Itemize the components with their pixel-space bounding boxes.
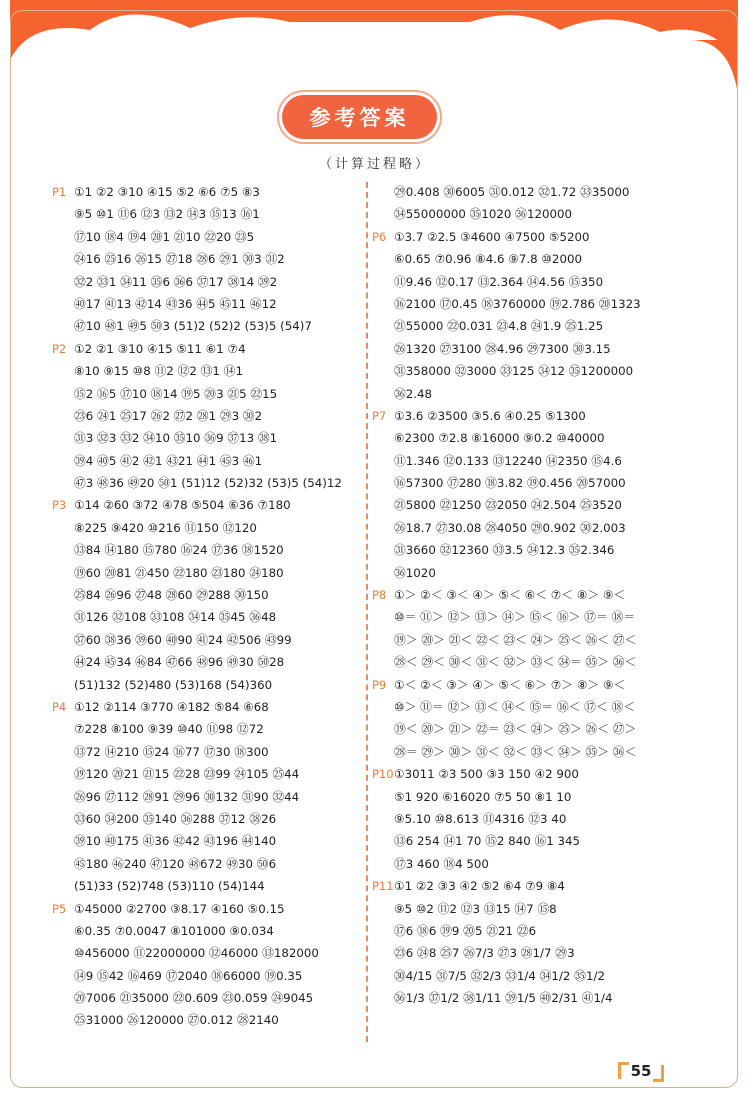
answer-line [52,786,357,808]
answer-line [372,360,682,382]
answer-line [372,271,682,293]
answer-line [372,853,682,875]
page-label: P4 [52,699,67,714]
answer-text: ㉛126 ㉜108 ㉝108 ㉞14 ㉟45 ㊱48 [74,610,277,625]
answer-text: ㉔16 ㉕16 ㉖15 ㉗18 ㉘6 ㉙1 ㉚3 ㉛2 [74,252,285,267]
answer-line [52,539,357,561]
answer-line [372,405,682,427]
answer-text: ㊼10 ㊽1 ㊾5 ㊿3 (51)2 (52)2 (53)5 (54)7 [74,319,312,334]
answer-text: ㊼3 ㊽36 ㊾20 ㊿1 (51)12 (52)32 (53)5 (54)12 [74,476,342,491]
answer-line [372,539,682,561]
answer-text: (51)132 (52)480 (53)168 (54)360 [74,677,273,692]
answer-text: ㉙0.408 ㉚6005 ㉛0.012 ㉜1.72 ㉝35000 [394,185,630,199]
answer-text: (51)33 (52)748 (53)110 (54)144 [74,879,265,894]
answer-text: ①3011 ②3 500 ③3 150 ④2 900 [394,767,579,782]
answer-text: ⑯2100 ⑰0.45 ⑱3760000 ⑲2.786 ⑳1323 [394,296,641,311]
answer-text: ⑥0.65 ⑦0.96 ⑧4.6 ⑨7.8 ⑩2000 [394,252,582,267]
answer-line [372,450,682,472]
answer-line [52,942,357,964]
answer-text: ⑲120 ⑳21 ㉑15 ㉒28 ㉓99 ㉔105 ㉕44 [74,767,300,782]
answer-line [372,427,682,449]
answer-text: ⑪1.346 ⑫0.133 ⑬12240 ⑭2350 ⑮4.6 [394,453,622,468]
answer-text: ⑯57300 ⑰280 ⑱3.82 ⑲0.456 ⑳57000 [394,476,626,491]
answer-text: ①14 ②60 ③72 ④78 ⑤504 ⑥36 ⑦180 [74,498,291,513]
answer-text: ㉖96 ㉗112 ㉘91 ㉙96 ㉚132 ㉛90 ㉜44 [74,789,300,804]
answers-left-column [52,181,357,1032]
answer-line [52,472,357,494]
answer-line [372,674,682,696]
answer-line [372,741,682,763]
answer-text: ①45000 ②2700 ③8.17 ④160 ⑤0.15 [74,901,285,916]
answer-line [52,338,357,360]
answer-line [372,786,682,808]
answer-text: ⑲＞ ⑳＞ ㉑＜ ㉒＜ ㉓＜ ㉔＞ ㉕＜ ㉖＜ ㉗＜ [394,632,637,647]
answer-line [52,651,357,673]
answer-text: ㉚4/15 ㉛7/5 ㉜2/3 ㉝1/4 ㉞1/2 ㉟1/2 [394,968,605,983]
answer-text: ㊺180 ㊻240 ㊼120 ㊽672 ㊾30 ㊿6 [74,856,277,871]
answer-line [372,696,682,718]
answer-line [372,562,682,584]
answer-line [52,562,357,584]
page-title: 参考答案 [282,95,437,139]
answer-text: ㉘＝ ㉙＞ ㉚＞ ㉛＜ ㉜＜ ㉝＜ ㉞＞ ㉟＞ ㊱＜ [394,744,637,759]
answer-text: ①3.6 ②3500 ③5.6 ④0.25 ⑤1300 [394,408,586,423]
answer-text: ㊱2.48 [394,386,433,401]
answer-line [372,898,682,920]
answer-line [52,629,357,651]
answer-text: ⑬84 ⑭180 ⑮780 ⑯24 ⑰36 ⑱1520 [74,543,284,558]
answer-line [372,987,682,1009]
answer-text: ⑬72 ⑭210 ⑮24 ⑯77 ⑰30 ⑱300 [74,744,269,759]
answer-text: ㉖1320 ㉗3100 ㉘4.96 ㉙7300 ㉚3.15 [394,341,611,356]
answer-text: ⑩＞ ⑪＝ ⑫＞ ⑬＜ ⑭＜ ⑮＝ ⑯＜ ⑰＜ ⑱＜ [394,699,636,714]
answer-text: ⑰3 460 ⑱4 500 [394,856,489,871]
answer-text: ⑮2 ⑯5 ⑰10 ⑱14 ⑲5 ⑳3 ㉑5 ㉒15 [74,386,278,401]
page-label: P7 [372,408,387,423]
column-divider [366,182,368,1042]
answer-text: ⑳7006 ㉑35000 ㉒0.609 ㉓0.059 ㉔9045 [74,991,314,1006]
answer-text: ㉑55000 ㉒0.031 ㉓4.8 ㉔1.9 ㉕1.25 [394,319,604,334]
answer-line [372,203,682,225]
answer-text: ⑧10 ⑨15 ⑩8 ⑪2 ⑫2 ⑬1 ⑭1 [74,364,243,379]
answer-line [52,293,357,315]
page-label: P10 [372,767,394,782]
answer-line [52,718,357,740]
answer-text: ㊱1020 [394,565,436,580]
answer-line [52,584,357,606]
answer-line [372,651,682,673]
answer-line [52,987,357,1009]
answer-line [52,383,357,405]
answer-line [52,1009,357,1031]
answer-text: ㉜2 ㉝1 ㉞11 ㉟6 ㊱6 ㊲17 ㊳14 ㊴2 [74,274,278,289]
page-label: P3 [52,498,67,513]
answer-text: ㉛3 ㉜3 ㉝2 ㉞10 ㉟10 ㊱9 ㊲13 ㊳1 [74,431,278,446]
answer-line [52,248,357,270]
answer-line [52,181,357,203]
answer-line [52,405,357,427]
answer-text: ①1 ②2 ③3 ④2 ⑤2 ⑥4 ⑦9 ⑧4 [394,879,565,894]
answer-line [52,494,357,516]
answer-text: ㊲60 ㊳36 ㊴60 ㊵90 ㊶24 ㊷506 ㊸99 [74,632,292,647]
answer-line [372,965,682,987]
answer-text: ⑰10 ⑱4 ⑲4 ⑳1 ㉑10 ㉒20 ㉓5 [74,229,255,244]
page-number-badge [616,1058,666,1086]
page-label: P11 [372,879,394,894]
answer-text: ⑨5 ⑩2 ⑪2 ⑫3 ⑬15 ⑭7 ⑮8 [394,901,557,916]
answer-line [52,360,357,382]
answer-text: ⑥2300 ⑦2.8 ⑧16000 ⑨0.2 ⑩40000 [394,431,605,446]
answer-line [52,226,357,248]
answer-text: ㉞55000000 ㉟1020 ㊱120000 [394,207,572,222]
answer-text: ⑤1 920 ⑥16020 ⑦5 50 ⑧1 10 [394,789,572,804]
answer-text: ㊴10 ㊵175 ㊶36 ㊷42 ㊸196 ㊹140 [74,834,277,849]
answer-text: ⑨5.10 ⑩8.613 ⑪4316 ⑫3 40 [394,811,567,826]
answer-line [52,875,357,897]
answer-text: ㉛3660 ㉜12360 ㉝3.5 ㉞12.3 ㉟2.346 [394,543,615,558]
answer-text: ⑦228 ⑧100 ⑨39 ⑩40 ⑪98 ⑫72 [74,722,264,737]
answer-line [52,898,357,920]
answer-text: ⑬6 254 ⑭1 70 ⑮2 840 ⑯1 345 [394,834,581,849]
answer-line [372,248,682,270]
answer-line [372,315,682,337]
answer-text: ①＜ ②＜ ③＞ ④＞ ⑤＜ ⑥＞ ⑦＞ ⑧＞ ⑨＜ [394,677,626,692]
answer-text: ㉓6 ㉔1 ㉕17 ㉖2 ㉗2 ㉘1 ㉙3 ㉚2 [74,408,263,423]
answer-line [372,920,682,942]
answer-text: ㉛358000 ㉜3000 ㉝125 ㉞12 ㉟1200000 [394,364,634,379]
answer-line [52,830,357,852]
answer-line [372,293,682,315]
page-label: P2 [52,341,67,356]
answer-line [372,472,682,494]
answer-text: ①3.7 ②2.5 ③4600 ④7500 ⑤5200 [394,229,590,244]
answer-line [372,942,682,964]
answer-text: ⑧225 ⑨420 ⑩216 ⑪150 ⑫120 [74,520,257,535]
answer-text: ①2 ②1 ③10 ④15 ⑤11 ⑥1 ⑦4 [74,341,246,356]
answer-text: ㉘＜ ㉙＜ ㉚＜ ㉛＜ ㉜＞ ㉝＜ ㉞＝ ㉟＞ ㊱＜ [394,655,637,670]
answer-line [52,315,357,337]
answer-text: ㊵17 ㊶13 ㊷14 ㊸36 ㊹5 ㊺11 ㊻12 [74,296,277,311]
page-label: P8 [372,588,387,603]
answer-text: ①1 ②2 ③10 ④15 ⑤2 ⑥6 ⑦5 ⑧3 [74,185,260,199]
answer-line [52,674,357,696]
answer-text: ⑩456000 ⑪22000000 ⑫46000 ⑬182000 [74,946,319,961]
page-label: P1 [52,185,67,199]
answer-text: ㉝60 ㉞200 ㉟140 ㊱288 ㊲12 ㊳26 [74,811,277,826]
answer-text: ①12 ②114 ③770 ④182 ⑤84 ⑥68 [74,699,269,714]
answer-line [372,338,682,360]
answer-line [372,808,682,830]
answer-line [372,763,682,785]
answer-line [372,718,682,740]
answer-text: ⑥0.35 ⑦0.0047 ⑧101000 ⑨0.034 [74,923,274,938]
answer-line [372,517,682,539]
answer-line [52,427,357,449]
answer-line [52,606,357,628]
answer-text: ㉖18.7 ㉗30.08 ㉘4050 ㉙0.902 ㉚2.003 [394,520,626,535]
answer-text: ⑨5 ⑩1 ⑪6 ⑫3 ⑬2 ⑭3 ⑮13 ⑯1 [74,207,260,222]
answer-line [372,226,682,248]
answer-line [372,383,682,405]
answer-line [372,629,682,651]
answer-line [372,606,682,628]
answer-line [52,965,357,987]
page-label: P5 [52,901,67,916]
answer-line [52,450,357,472]
answer-text: ⑪9.46 ⑫0.17 ⑬2.364 ⑭4.56 ⑮350 [394,274,604,289]
answer-line [52,203,357,225]
page-subtitle: （计算过程略） [318,157,431,172]
answer-text: ㊹24 ㊺34 ㊻84 ㊼66 ㊽96 ㊾30 ㊿28 [74,655,285,670]
answer-line [52,741,357,763]
answer-text: ㉓6 ㉔8 ㉕7 ㉖7/3 ㉗3 ㉘1/7 ㉙3 [394,946,575,961]
answer-text: ⑲60 ⑳81 ㉑450 ㉒180 ㉓180 ㉔180 [74,565,284,580]
answer-line [52,271,357,293]
answer-line [52,517,357,539]
answers-right-column [372,181,682,1009]
answer-text: ㉕31000 ㉖120000 ㉗0.012 ㉘2140 [74,1013,279,1028]
answer-line [52,808,357,830]
answer-line [372,181,682,203]
answer-line [52,853,357,875]
answer-text: ⑰6 ⑱6 ⑲9 ⑳5 ㉑21 ㉒6 [394,923,537,938]
answer-text: ⑩＝ ⑪＞ ⑫＞ ⑬＞ ⑭＞ ⑮＜ ⑯＞ ⑰＝ ⑱＝ [394,610,636,625]
answer-text: ㊱1/3 ㊲1/2 ㊳1/11 ㊴1/5 ㊵2/31 ㊶1/4 [394,991,613,1006]
answer-text: ㊴4 ㊵5 ㊶2 ㊷1 ㊸21 ㊹1 ㊺3 ㊻1 [74,453,263,468]
answer-line [52,763,357,785]
answer-text: ㉕84 ㉖96 ㉗48 ㉘60 ㉙288 ㉚150 [74,588,269,603]
answer-line [52,696,357,718]
answer-text: ㉑5800 ㉒1250 ㉓2050 ㉔2.504 ㉕3520 [394,498,622,513]
answer-line [372,830,682,852]
answer-text: ⑭9 ⑮42 ⑯469 ⑰2040 ⑱66000 ⑲0.35 [74,968,303,983]
answer-line [372,494,682,516]
answer-line [52,920,357,942]
answer-text: ①＞ ②＜ ③＜ ④＞ ⑤＜ ⑥＜ ⑦＜ ⑧＞ ⑨＜ [394,588,626,603]
answer-line [372,875,682,897]
answer-line [372,584,682,606]
page-label: P6 [372,229,387,244]
page-number: 55 [630,1062,652,1080]
page-label: P9 [372,677,387,692]
answer-text: ⑲＜ ⑳＞ ㉑＞ ㉒＝ ㉓＜ ㉔＞ ㉕＞ ㉖＜ ㉗＞ [394,722,637,737]
